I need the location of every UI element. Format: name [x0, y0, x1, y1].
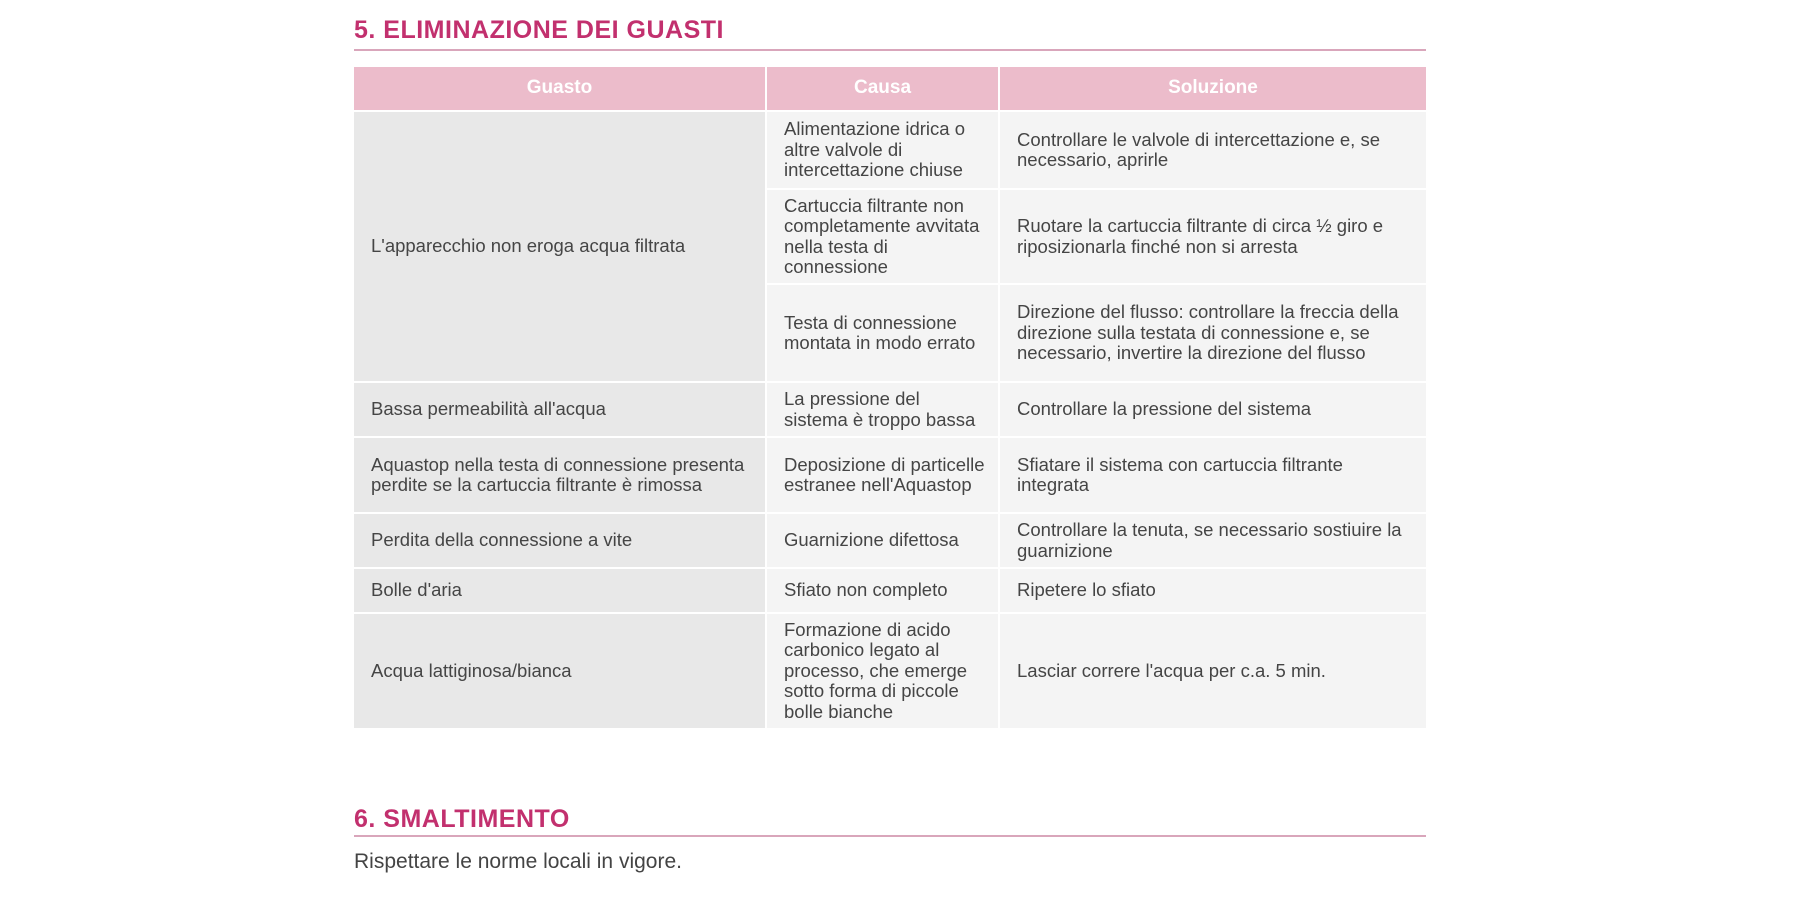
cell-causa: Testa di connessione montata in modo errato	[767, 283, 1000, 381]
cell-causa: Formazione di acido carbonico legato al processo, che emerge sotto forma di piccole bolle bianche	[767, 612, 1000, 728]
cell-causa: Sfiato non completo	[767, 567, 1000, 612]
header-soluzione: Soluzione	[1000, 67, 1426, 110]
cell-causa: Cartuccia filtrante non completamente avvitata nella testa di connessione	[767, 188, 1000, 283]
table-header-row	[354, 67, 1426, 110]
table-row	[354, 436, 1426, 512]
cell-guasto: Bolle d'aria	[354, 567, 767, 612]
table-row	[354, 567, 1426, 612]
troubleshooting-table	[354, 67, 1426, 728]
table-row	[354, 381, 1426, 436]
cell-soluzione: Ripetere lo sfiato	[1000, 567, 1426, 612]
table-row	[354, 512, 1426, 567]
cell-soluzione: Direzione del flusso: controllare la freccia della direzione sulla testata di connessione e, se necessario, invertire la direzione del flusso	[1000, 283, 1426, 381]
cell-soluzione: Controllare la pressione del sistema	[1000, 381, 1426, 436]
cell-soluzione: Controllare le valvole di intercettazione e, se necessario, aprirle	[1000, 110, 1426, 188]
cell-causa: Deposizione di particelle estranee nell'Aquastop	[767, 436, 1000, 512]
cell-guasto: Aquastop nella testa di connessione presenta perdite se la cartuccia filtrante è rimossa	[354, 436, 767, 512]
section-title-disposal: 6. SMALTIMENTO	[354, 805, 570, 833]
header-causa: Causa	[767, 67, 1000, 110]
cell-guasto: L'apparecchio non eroga acqua filtrata	[354, 110, 767, 381]
cell-guasto: Perdita della connessione a vite	[354, 512, 767, 567]
section-divider	[354, 835, 1426, 837]
cell-soluzione: Sfiatare il sistema con cartuccia filtrante integrata	[1000, 436, 1426, 512]
cell-guasto: Bassa permeabilità all'acqua	[354, 381, 767, 436]
header-guasto: Guasto	[354, 67, 767, 110]
cell-soluzione: Ruotare la cartuccia filtrante di circa ½ giro e riposizionarla finché non si arresta	[1000, 188, 1426, 283]
cell-soluzione: Lasciar correre l'acqua per c.a. 5 min.	[1000, 612, 1426, 728]
cell-causa: Alimentazione idrica o altre valvole di intercettazione chiuse	[767, 110, 1000, 188]
disposal-text: Rispettare le norme locali in vigore.	[354, 850, 682, 873]
section-title-troubleshooting: 5. ELIMINAZIONE DEI GUASTI	[354, 16, 724, 44]
table-row	[354, 612, 1426, 728]
cell-guasto: Acqua lattiginosa/bianca	[354, 612, 767, 728]
section-divider	[354, 49, 1426, 51]
table-row	[354, 110, 1426, 188]
cell-causa: La pressione del sistema è troppo bassa	[767, 381, 1000, 436]
cell-soluzione: Controllare la tenuta, se necessario sostiuire la guarnizione	[1000, 512, 1426, 567]
cell-causa: Guarnizione difettosa	[767, 512, 1000, 567]
